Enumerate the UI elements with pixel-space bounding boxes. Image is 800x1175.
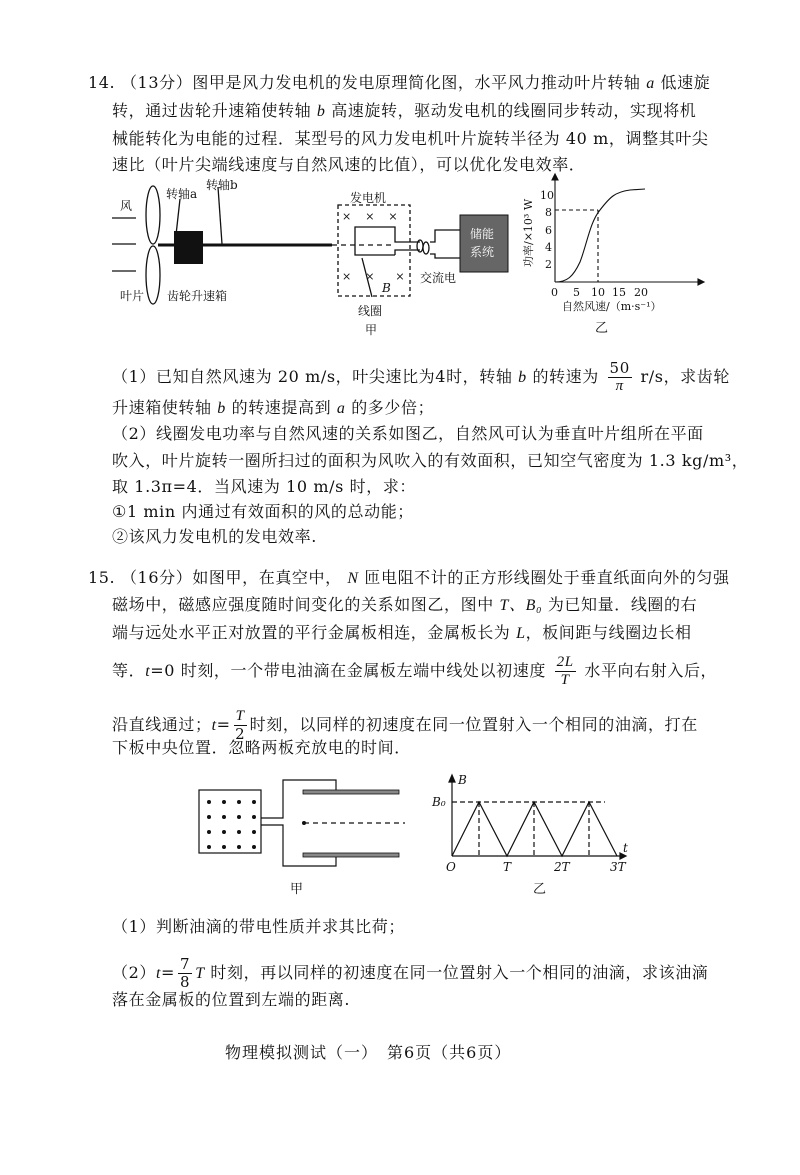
q14-part2-sub-2: ②该风力发电机的发电效率. xyxy=(112,527,317,546)
question-points: （16分） xyxy=(120,568,193,587)
text: 高速旋转，驱动发电机的线圈同步转动，实现将机 xyxy=(331,101,697,120)
wind-generator-diagram xyxy=(100,172,495,342)
q15-line-4 xyxy=(112,654,717,689)
variable: t xyxy=(145,663,151,680)
text: 的转速为 xyxy=(532,367,599,386)
label-shaft-b: 转轴b xyxy=(206,178,238,192)
numerator: 7 xyxy=(180,955,191,973)
text: ，板间距与线圈边长相 xyxy=(525,623,692,642)
field-dot xyxy=(222,800,226,804)
variable: a xyxy=(646,75,655,92)
variable: t xyxy=(211,717,217,734)
text: =0 时刻，一个带电油滴在金属板左端中线处以初速度 xyxy=(150,661,546,680)
q14-line-3: 械能转化为电能的过程．某型号的风力发电机叶片旋转半径为 40 m，调整其叶尖 xyxy=(112,129,709,148)
label-generator: 发电机 xyxy=(350,191,387,205)
label-shaft-a: 转轴a xyxy=(166,187,198,201)
question-number: 14. xyxy=(88,73,116,92)
numerator: 2L xyxy=(556,654,574,670)
variable: L xyxy=(516,625,526,642)
text: （1）已知自然风速为 20 m/s，叶尖速比为4时，转轴 xyxy=(112,367,513,386)
figure-caption: 甲 xyxy=(365,323,378,337)
numerator: 50 xyxy=(609,359,630,377)
variable: T xyxy=(195,965,205,982)
variable: b xyxy=(518,369,527,386)
field-dot xyxy=(222,815,226,819)
x-tick: 2T xyxy=(554,860,570,874)
svg-text:× × ×: × × × xyxy=(342,210,398,223)
denominator: T xyxy=(560,672,570,688)
text: = xyxy=(161,963,176,982)
x-tick: 5 xyxy=(573,286,580,299)
x-tick: 0 xyxy=(551,286,558,299)
variable: N xyxy=(347,570,359,587)
x-axis-label: 自然风速/（m·s⁻¹） xyxy=(562,300,662,313)
field-dot xyxy=(207,845,211,849)
q14-line-1 xyxy=(88,73,710,94)
field-dot xyxy=(237,815,241,819)
y-axis-label: 功率/×10³ W xyxy=(522,198,535,267)
field-dot xyxy=(207,800,211,804)
fraction xyxy=(555,654,576,689)
b-vs-t-graph xyxy=(430,772,630,902)
y-axis-label: B xyxy=(458,773,467,787)
text: （2） xyxy=(112,963,156,982)
text: r/s，求齿轮 xyxy=(640,367,730,386)
denominator: 2 xyxy=(235,725,246,743)
label-blade: 叶片 xyxy=(120,289,145,303)
denominator: 8 xyxy=(180,973,191,991)
figure-caption: 甲 xyxy=(290,882,304,897)
variable: b xyxy=(316,103,326,120)
q15-line-1 xyxy=(88,568,730,589)
q15-line-6: 下板中央位置．忽略两板充放电的时间． xyxy=(112,738,411,757)
field-dot xyxy=(252,830,256,834)
field-dot xyxy=(222,845,226,849)
text: 图甲是风力发电机的发电原理简化图，水平风力推动叶片转轴 xyxy=(192,73,641,92)
label-storage: 储能 xyxy=(470,227,495,241)
text: 为已知量．线圈的右 xyxy=(547,595,698,614)
x-tick: 15 xyxy=(612,286,626,299)
q14-part2-sub-1: ①1 min 内通过有效面积的风的总动能； xyxy=(112,502,414,521)
variable: T、B₀ xyxy=(499,597,543,614)
figure-caption: 乙 xyxy=(595,321,609,336)
x-tick: 3T xyxy=(610,860,626,874)
q15-part2-line-1 xyxy=(112,956,708,991)
text: = xyxy=(216,715,231,734)
text: 转，通过齿轮升速箱使转轴 xyxy=(112,101,312,120)
x-tick: 10 xyxy=(591,286,605,299)
page-footer: 物理模拟测试（一） 第6页（共6页） xyxy=(225,1043,512,1062)
text: 水平向右射入后， xyxy=(584,661,718,680)
field-dot xyxy=(237,845,241,849)
coil-and-plates-diagram xyxy=(195,775,410,900)
q14-part2-line-2: 吹入，叶片旋转一圈所扫过的面积为风吹入的有效面积，已知空气密度为 1.3 kg/m³， xyxy=(112,451,749,470)
fraction xyxy=(608,360,632,395)
field-dot xyxy=(237,830,241,834)
q14-line-4: 速比（叶片尖端线速度与自然风速的比值），可以优化发电效率． xyxy=(112,155,586,174)
question-points: （13分） xyxy=(120,73,193,92)
label-wind: 风 xyxy=(120,199,133,213)
svg-text:× × ×: × × × xyxy=(342,270,405,283)
x-axis-label: t xyxy=(623,841,628,855)
fraction xyxy=(178,956,192,991)
field-dot xyxy=(252,815,256,819)
q14-part1-line-1 xyxy=(112,360,730,395)
q14-part2-line-3: 取 1.3π=4．当风速为 10 m/s 时，求： xyxy=(112,477,417,496)
origin-label: O xyxy=(446,860,456,874)
label-b-field: B xyxy=(382,281,391,295)
y-tick: 10 xyxy=(540,189,554,202)
q14-line-2 xyxy=(112,101,696,122)
q14-part1-line-2 xyxy=(112,398,434,419)
y-tick: 2 xyxy=(545,258,552,271)
figure-caption: 乙 xyxy=(533,882,547,897)
text: 时刻，以同样的初速度在同一位置射入一个相同的油滴，打在 xyxy=(249,715,698,734)
q15-line-2 xyxy=(112,595,697,616)
numerator: T xyxy=(235,708,245,724)
x-tick: 20 xyxy=(634,286,648,299)
text: 如图甲，在真空中， xyxy=(192,568,342,587)
variable: b xyxy=(217,400,226,417)
label-gearbox: 齿轮升速箱 xyxy=(167,289,228,303)
gearbox-block xyxy=(174,231,203,264)
variable: a xyxy=(336,400,346,417)
q15-line-3 xyxy=(112,623,692,644)
b0-label: B₀ xyxy=(432,795,446,809)
text: 沿直线通过； xyxy=(112,715,212,734)
text: 低速旋 xyxy=(660,73,711,92)
denominator: π xyxy=(615,378,624,394)
q15-part1: （1）判断油滴的带电性质并求其比荷； xyxy=(112,917,405,936)
field-dot xyxy=(207,830,211,834)
storage-block xyxy=(460,215,508,272)
field-dot xyxy=(237,800,241,804)
y-tick: 4 xyxy=(545,241,552,254)
label-storage: 系统 xyxy=(470,245,495,259)
label-coil: 线圈 xyxy=(358,304,383,318)
question-number: 15. xyxy=(88,568,116,587)
y-tick: 6 xyxy=(545,224,552,237)
label-ac: 交流电 xyxy=(420,271,457,285)
text: 等． xyxy=(112,661,146,680)
field-dot xyxy=(222,830,226,834)
text: 的转速提高到 xyxy=(231,398,332,417)
text: 磁场中，磁感应强度随时间变化的关系如图乙，图中 xyxy=(112,595,494,614)
variable: t xyxy=(155,965,162,982)
text: 匝电阻不计的正方形线圈处于垂直纸面向外的匀强 xyxy=(364,568,730,587)
field-dot xyxy=(207,815,211,819)
field-dot xyxy=(252,845,256,849)
x-tick: T xyxy=(503,860,512,874)
power-vs-windspeed-chart xyxy=(505,172,705,342)
q14-part2-line-1: （2）线圈发电功率与自然风速的关系如图乙，自然风可认为垂直叶片组所在平面 xyxy=(112,424,704,443)
y-tick: 8 xyxy=(545,206,552,219)
text: 时刻，再以同样的初速度在同一位置射入一个相同的油滴，求该油滴 xyxy=(210,963,709,982)
q15-part2-line-2: 落在金属板的位置到左端的距离. xyxy=(112,990,351,1009)
field-dot xyxy=(252,800,256,804)
text: 端与远处水平正对放置的平行金属板相连，金属板长为 xyxy=(112,623,511,642)
text: 升速箱使转轴 xyxy=(112,398,212,417)
text: 的多少倍； xyxy=(351,398,435,417)
